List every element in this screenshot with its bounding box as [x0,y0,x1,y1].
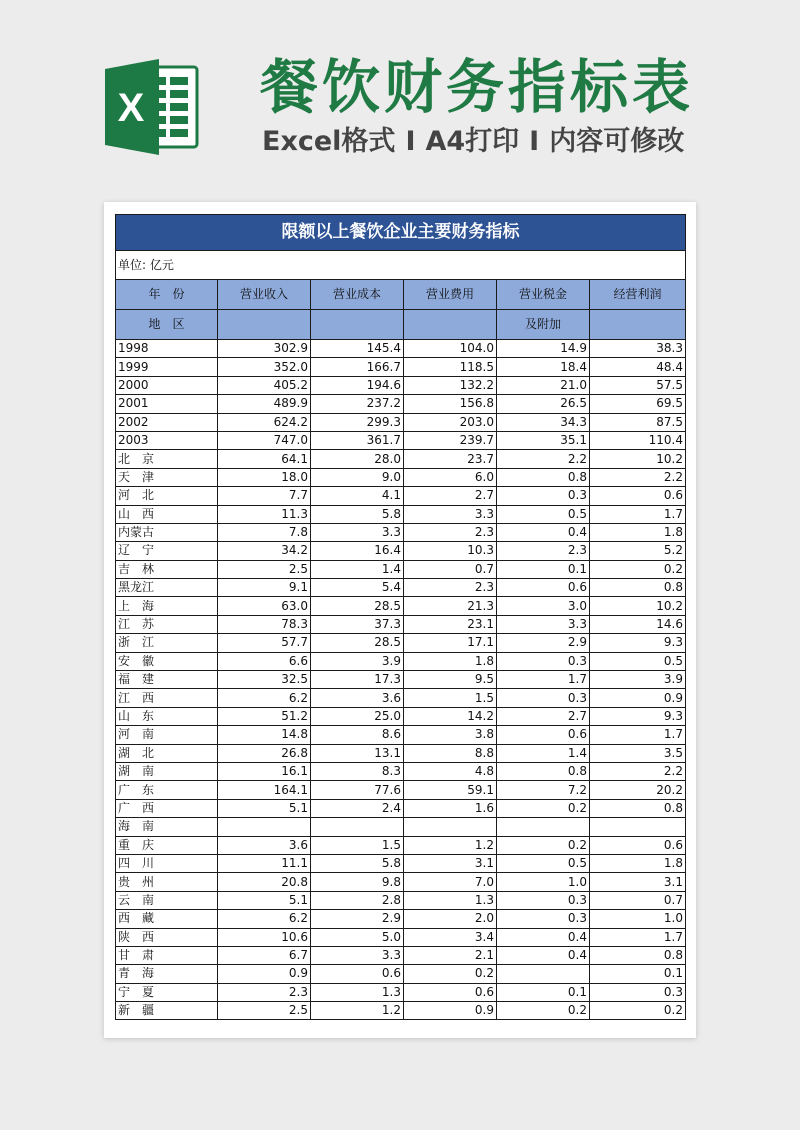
value-cell: 1.2 [311,1002,404,1020]
table-row [116,891,686,909]
row-label-cell: 1998 [116,340,218,358]
value-cell: 3.1 [404,854,497,872]
value-cell: 7.0 [404,873,497,891]
value-cell: 110.4 [590,431,686,449]
header-cell [404,310,497,340]
value-cell: 3.0 [497,597,590,615]
value-cell: 10.2 [590,450,686,468]
value-cell: 0.2 [497,1002,590,1020]
header-cell [590,310,686,340]
value-cell: 9.5 [404,671,497,689]
row-label-cell: 天 津 [116,468,218,486]
value-cell: 0.2 [590,560,686,578]
row-label-cell: 广 东 [116,781,218,799]
header-cell: 营业费用 [404,280,497,310]
value-cell: 2.4 [311,799,404,817]
value-cell: 57.5 [590,376,686,394]
value-cell: 9.3 [590,634,686,652]
value-cell: 2.3 [218,983,311,1001]
table-row [116,671,686,689]
value-cell: 2.7 [497,707,590,725]
header-row-1 [116,280,686,310]
value-cell: 7.2 [497,781,590,799]
value-cell: 48.4 [590,358,686,376]
logo-letter: X [117,86,145,130]
table-row [116,689,686,707]
table-row [116,505,686,523]
value-cell: 2.9 [497,634,590,652]
value-cell: 10.6 [218,928,311,946]
table-row [116,1002,686,1020]
value-cell: 1.3 [404,891,497,909]
table-banner: 限额以上餐饮企业主要财务指标 [116,215,686,251]
row-label-cell: 四 川 [116,854,218,872]
value-cell: 0.3 [497,891,590,909]
value-cell: 6.7 [218,946,311,964]
value-cell: 8.8 [404,744,497,762]
value-cell: 239.7 [404,431,497,449]
value-cell: 489.9 [218,395,311,413]
value-cell: 28.5 [311,634,404,652]
value-cell: 64.1 [218,450,311,468]
header-cell: 经营利润 [590,280,686,310]
value-cell: 0.8 [590,579,686,597]
value-cell: 104.0 [404,340,497,358]
value-cell: 14.6 [590,615,686,633]
value-cell: 1.8 [590,523,686,541]
value-cell: 32.5 [218,671,311,689]
table-row [116,468,686,486]
value-cell: 3.1 [590,873,686,891]
value-cell: 0.3 [590,983,686,1001]
value-cell: 23.1 [404,615,497,633]
table-row [116,487,686,505]
row-label-cell: 2002 [116,413,218,431]
value-cell: 9.1 [218,579,311,597]
row-label-cell: 河 南 [116,726,218,744]
row-label-cell: 福 建 [116,671,218,689]
value-cell: 4.1 [311,487,404,505]
value-cell: 77.6 [311,781,404,799]
table-row [116,340,686,358]
table-row [116,395,686,413]
value-cell: 0.2 [497,799,590,817]
value-cell: 87.5 [590,413,686,431]
value-cell: 9.0 [311,468,404,486]
table-row [116,431,686,449]
value-cell: 0.4 [497,946,590,964]
header-cell: 营业收入 [218,280,311,310]
value-cell: 20.8 [218,873,311,891]
value-cell: 7.8 [218,523,311,541]
value-cell: 17.3 [311,671,404,689]
value-cell: 405.2 [218,376,311,394]
value-cell: 237.2 [311,395,404,413]
row-label-cell: 江 西 [116,689,218,707]
value-cell: 2.5 [218,1002,311,1020]
row-label-cell: 重 庆 [116,836,218,854]
value-cell: 8.3 [311,762,404,780]
table-row [116,983,686,1001]
value-cell: 6.6 [218,652,311,670]
value-cell: 2.3 [404,523,497,541]
value-cell: 21.3 [404,597,497,615]
value-cell: 0.3 [497,652,590,670]
value-cell: 1.8 [404,652,497,670]
value-cell: 2.3 [497,542,590,560]
row-label-cell: 贵 州 [116,873,218,891]
value-cell: 59.1 [404,781,497,799]
value-cell: 0.4 [497,928,590,946]
value-cell: 23.7 [404,450,497,468]
value-cell: 16.1 [218,762,311,780]
value-cell: 0.6 [311,965,404,983]
value-cell: 11.3 [218,505,311,523]
value-cell: 1.4 [497,744,590,762]
value-cell: 14.2 [404,707,497,725]
value-cell: 1.7 [590,726,686,744]
value-cell: 1.5 [404,689,497,707]
value-cell: 6.0 [404,468,497,486]
row-label-cell: 海 南 [116,818,218,836]
row-label-cell: 上 海 [116,597,218,615]
value-cell: 26.8 [218,744,311,762]
value-cell: 302.9 [218,340,311,358]
value-cell: 0.7 [404,560,497,578]
value-cell: 6.2 [218,689,311,707]
row-label-cell: 广 西 [116,799,218,817]
excel-logo-icon [103,59,203,155]
value-cell: 0.1 [497,560,590,578]
value-cell: 0.5 [497,505,590,523]
subtitle-format: Excel格式 [262,126,396,157]
table-row [116,781,686,799]
value-cell: 14.8 [218,726,311,744]
row-label-cell: 湖 南 [116,762,218,780]
value-cell: 5.2 [590,542,686,560]
value-cell: 0.8 [590,946,686,964]
poster-header [0,0,800,200]
value-cell: 1.2 [404,836,497,854]
table-row [116,836,686,854]
value-cell: 0.6 [590,836,686,854]
value-cell: 10.3 [404,542,497,560]
value-cell: 2.2 [590,468,686,486]
value-cell: 118.5 [404,358,497,376]
value-cell: 0.2 [590,1002,686,1020]
value-cell: 0.5 [497,854,590,872]
value-cell: 2.8 [311,891,404,909]
value-cell: 0.8 [497,762,590,780]
value-cell [590,818,686,836]
value-cell: 10.2 [590,597,686,615]
table-row [116,744,686,762]
value-cell: 34.2 [218,542,311,560]
value-cell: 0.9 [218,965,311,983]
value-cell: 2.9 [311,910,404,928]
unit-label: 单位: 亿元 [116,251,686,280]
value-cell: 5.1 [218,799,311,817]
value-cell: 4.8 [404,762,497,780]
row-label-cell: 西 藏 [116,910,218,928]
value-cell: 0.1 [590,965,686,983]
row-label-cell: 陕 西 [116,928,218,946]
row-label-cell: 青 海 [116,965,218,983]
value-cell: 7.7 [218,487,311,505]
value-cell [497,818,590,836]
value-cell: 20.2 [590,781,686,799]
table-row [116,413,686,431]
value-cell: 166.7 [311,358,404,376]
subtitle-separator: I [529,126,540,157]
table-row [116,634,686,652]
row-label-cell: 内蒙古 [116,523,218,541]
value-cell: 0.3 [497,487,590,505]
value-cell: 0.9 [404,1002,497,1020]
value-cell: 3.4 [404,928,497,946]
row-label-cell: 辽 宁 [116,542,218,560]
row-label-cell: 吉 林 [116,560,218,578]
value-cell: 21.0 [497,376,590,394]
header-row-2 [116,310,686,340]
value-cell: 1.6 [404,799,497,817]
value-cell: 2.0 [404,910,497,928]
value-cell: 5.4 [311,579,404,597]
value-cell: 8.6 [311,726,404,744]
value-cell: 1.3 [311,983,404,1001]
value-cell: 57.7 [218,634,311,652]
page-title: 餐饮财务指标表 [260,53,695,121]
value-cell: 3.3 [311,946,404,964]
value-cell: 3.3 [404,505,497,523]
value-cell: 17.1 [404,634,497,652]
value-cell: 5.1 [218,891,311,909]
table-row [116,726,686,744]
header-cell: 及附加 [497,310,590,340]
value-cell: 2.2 [590,762,686,780]
value-cell: 2.3 [404,579,497,597]
financial-table [115,214,686,1020]
value-cell: 2.7 [404,487,497,505]
table-row [116,376,686,394]
unit-row [116,251,686,280]
row-label-cell: 1999 [116,358,218,376]
value-cell: 18.0 [218,468,311,486]
value-cell: 9.3 [590,707,686,725]
value-cell: 164.1 [218,781,311,799]
value-cell: 0.2 [404,965,497,983]
table-banner-row [116,215,686,251]
subtitle-editable: 内容可修改 [549,126,685,157]
value-cell: 1.4 [311,560,404,578]
table-row [116,873,686,891]
value-cell: 3.3 [311,523,404,541]
value-cell: 0.6 [497,726,590,744]
header-cell [311,310,404,340]
value-cell: 5.8 [311,854,404,872]
header-cell: 营业成本 [311,280,404,310]
value-cell: 352.0 [218,358,311,376]
table-row [116,946,686,964]
value-cell: 1.5 [311,836,404,854]
table-row [116,910,686,928]
header-cell: 地 区 [116,310,218,340]
value-cell: 0.3 [497,910,590,928]
value-cell: 3.9 [590,671,686,689]
value-cell: 5.0 [311,928,404,946]
value-cell: 145.4 [311,340,404,358]
value-cell: 1.7 [590,928,686,946]
value-cell: 1.8 [590,854,686,872]
value-cell: 194.6 [311,376,404,394]
value-cell: 0.6 [404,983,497,1001]
table-row [116,707,686,725]
table-row [116,579,686,597]
row-label-cell: 云 南 [116,891,218,909]
value-cell: 28.0 [311,450,404,468]
value-cell: 69.5 [590,395,686,413]
row-label-cell: 新 疆 [116,1002,218,1020]
row-label-cell: 湖 北 [116,744,218,762]
value-cell: 0.8 [590,799,686,817]
value-cell: 747.0 [218,431,311,449]
value-cell: 0.1 [497,983,590,1001]
value-cell: 3.5 [590,744,686,762]
value-cell: 9.8 [311,873,404,891]
row-label-cell: 山 东 [116,707,218,725]
table-row [116,523,686,541]
row-label-cell: 甘 肃 [116,946,218,964]
value-cell: 13.1 [311,744,404,762]
value-cell: 1.7 [590,505,686,523]
value-cell: 0.4 [497,523,590,541]
value-cell: 0.6 [497,579,590,597]
value-cell: 18.4 [497,358,590,376]
value-cell: 3.8 [404,726,497,744]
table-row [116,762,686,780]
value-cell: 14.9 [497,340,590,358]
value-cell: 16.4 [311,542,404,560]
value-cell: 299.3 [311,413,404,431]
value-cell: 11.1 [218,854,311,872]
table-row [116,928,686,946]
value-cell: 6.2 [218,910,311,928]
value-cell: 203.0 [404,413,497,431]
value-cell: 34.3 [497,413,590,431]
value-cell: 0.7 [590,891,686,909]
table-row [116,818,686,836]
value-cell: 1.7 [497,671,590,689]
value-cell: 26.5 [497,395,590,413]
value-cell: 132.2 [404,376,497,394]
value-cell: 3.3 [497,615,590,633]
value-cell: 35.1 [497,431,590,449]
table-row [116,597,686,615]
header-cell [218,310,311,340]
value-cell: 0.6 [590,487,686,505]
row-label-cell: 安 徽 [116,652,218,670]
value-cell: 78.3 [218,615,311,633]
value-cell: 25.0 [311,707,404,725]
value-cell: 1.0 [497,873,590,891]
row-label-cell: 山 西 [116,505,218,523]
value-cell: 2.2 [497,450,590,468]
table-row [116,652,686,670]
table-row [116,965,686,983]
subtitle-print: A4打印 [425,126,520,157]
value-cell: 624.2 [218,413,311,431]
row-label-cell: 北 京 [116,450,218,468]
header-cell: 年 份 [116,280,218,310]
value-cell: 37.3 [311,615,404,633]
value-cell: 3.6 [218,836,311,854]
value-cell: 0.5 [590,652,686,670]
value-cell: 3.9 [311,652,404,670]
value-cell: 5.8 [311,505,404,523]
table-row [116,854,686,872]
table-row [116,615,686,633]
page-subtitle [262,124,684,160]
value-cell: 361.7 [311,431,404,449]
value-cell: 1.0 [590,910,686,928]
value-cell: 51.2 [218,707,311,725]
value-cell: 38.3 [590,340,686,358]
table-row [116,560,686,578]
value-cell: 2.5 [218,560,311,578]
row-label-cell: 2000 [116,376,218,394]
spreadsheet-page [104,202,696,1038]
value-cell: 3.6 [311,689,404,707]
value-cell [218,818,311,836]
value-cell: 28.5 [311,597,404,615]
value-cell [311,818,404,836]
row-label-cell: 江 苏 [116,615,218,633]
value-cell: 2.1 [404,946,497,964]
row-label-cell: 2001 [116,395,218,413]
row-label-cell: 黑龙江 [116,579,218,597]
row-label-cell: 河 北 [116,487,218,505]
subtitle-separator: I [405,126,416,157]
row-label-cell: 浙 江 [116,634,218,652]
value-cell: 0.2 [497,836,590,854]
header-cell: 营业税金 [497,280,590,310]
value-cell: 0.3 [497,689,590,707]
value-cell: 0.9 [590,689,686,707]
value-cell [497,965,590,983]
table-row [116,542,686,560]
row-label-cell: 宁 夏 [116,983,218,1001]
table-row [116,358,686,376]
row-label-cell: 2003 [116,431,218,449]
value-cell: 0.8 [497,468,590,486]
table-row [116,799,686,817]
value-cell [404,818,497,836]
value-cell: 63.0 [218,597,311,615]
table-row [116,450,686,468]
value-cell: 156.8 [404,395,497,413]
